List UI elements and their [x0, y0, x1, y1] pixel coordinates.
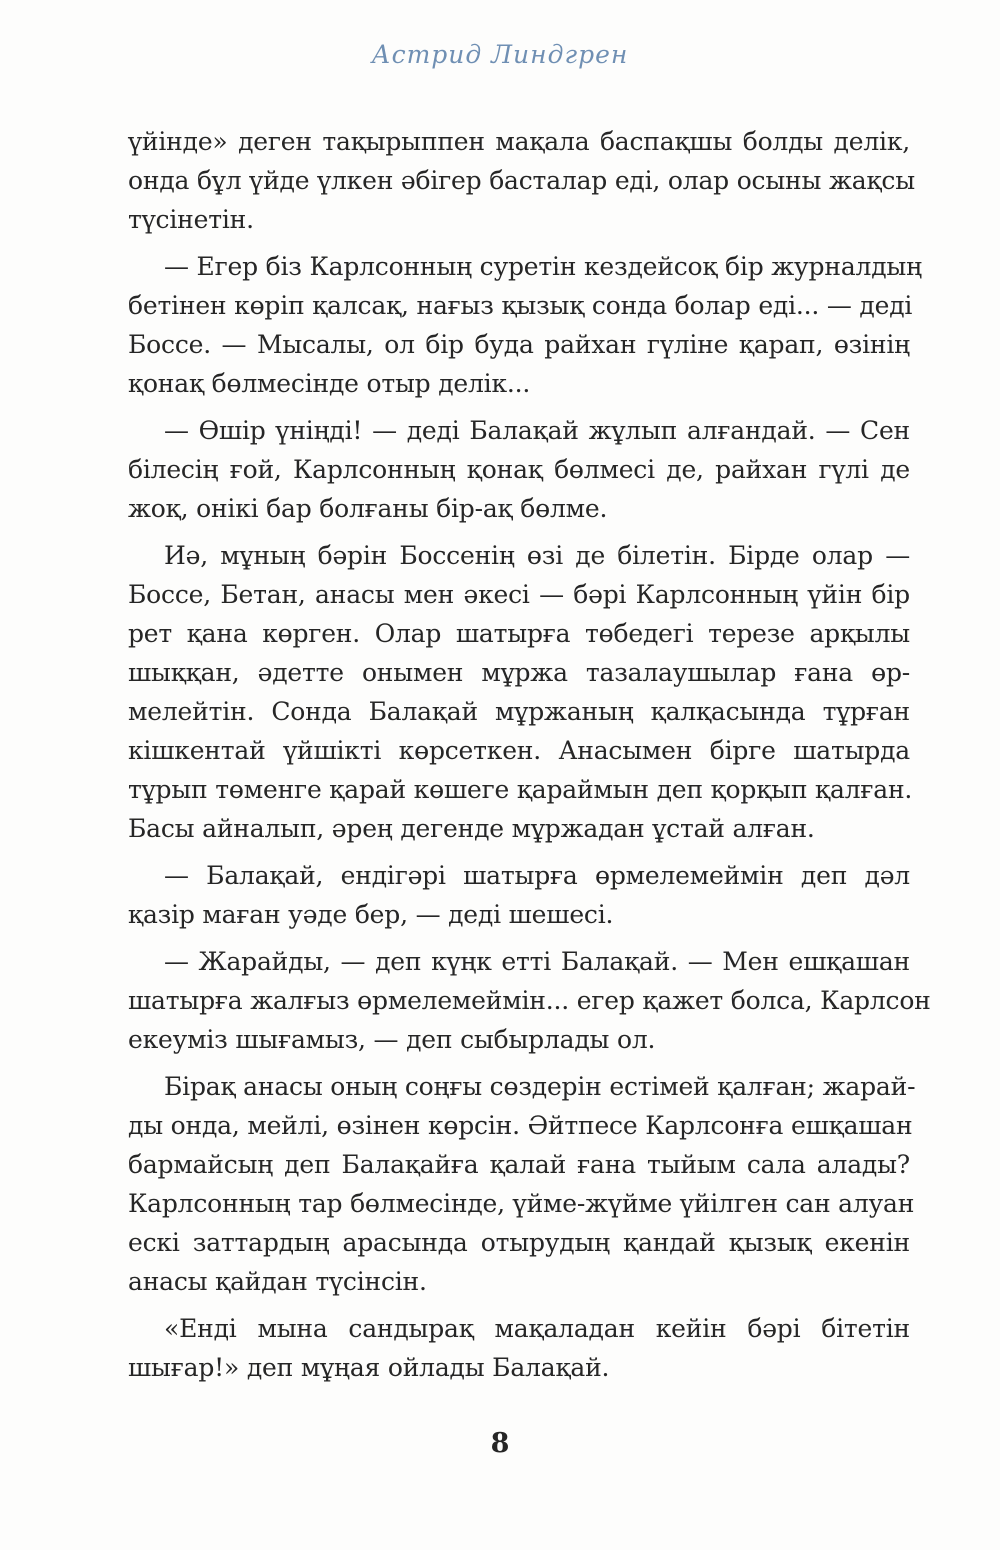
- text-line: онда бұл үйде үлкен әбігер басталар еді, олар осыны жақсы: [128, 166, 915, 195]
- text-line: анасы қайдан түсінсін.: [128, 1267, 427, 1296]
- text-line: шыққан, әдетте онымен мұржа тазалаушылар ғана өр-: [128, 658, 910, 687]
- text-line: бармайсың деп Балақайға қалай ғана тыйым сала алады?: [128, 1150, 910, 1179]
- text-line: шығар!» деп мұңая ойлады Балақай.: [128, 1353, 610, 1382]
- running-header-author: Астрид Линдгрен: [371, 40, 629, 69]
- text-line: қонақ бөлмесінде отыр делік...: [128, 369, 531, 398]
- text-line: қазір маған уәде бер, — деді шешесі.: [128, 900, 614, 929]
- paragraph: [128, 247, 922, 403]
- text-line: — Өшір үніңді! — деді Балақай жұлып алғандай. — Сен: [164, 416, 910, 445]
- text-line: — Егер біз Карлсонның суретін кездейсоқ бір журналдың: [164, 252, 922, 281]
- text-line: «Енді мына сандырақ мақаладан кейін бәрі бітетін: [164, 1314, 910, 1343]
- paragraph: [128, 1067, 916, 1301]
- text-line: ды онда, мейлі, өзінен көрсін. Әйтпесе Карлсонға ешқашан: [128, 1111, 913, 1140]
- text-line: — Балақай, ендігәрі шатырға өрмелемеймін деп дәл: [164, 861, 910, 890]
- text-line: білесің ғой, Карлсонның қонақ бөлмесі де, райхан гүлі де: [128, 455, 910, 484]
- page-number: 8: [490, 1428, 510, 1459]
- text-line: тұрып төменге қарай көшеге қараймын деп қорқып қалған.: [128, 775, 913, 804]
- text-line: — Жарайды, — деп күңк етті Балақай. — Мен ешқашан: [164, 947, 910, 976]
- text-line: Боссе. — Мысалы, ол бір буда райхан гүліне қарап, өзінің: [128, 330, 910, 359]
- body-text: [128, 122, 931, 1395]
- text-line: Боссе, Бетан, анасы мен әкесі — бәрі Карлсонның үйін бір: [128, 580, 910, 609]
- text-line: жоқ, онікі бар болғаны бір-ақ бөлме.: [128, 494, 608, 523]
- text-line: ескі заттардың арасында отырудың қандай қызық екенін: [128, 1228, 910, 1257]
- text-line: екеуміз шығамыз, — деп сыбырлады ол.: [128, 1025, 656, 1054]
- paragraph: [128, 411, 910, 528]
- text-line: мелейтін. Сонда Балақай мұржаның қалқасында тұрған: [128, 697, 910, 726]
- text-line: үйінде» деген тақырыппен мақала баспақшы болды делік,: [128, 127, 910, 156]
- text-line: кішкентай үйшікті көрсеткен. Анасымен бірге шатырда: [128, 736, 910, 765]
- text-line: түсінетін.: [128, 205, 254, 234]
- paragraph: [128, 122, 915, 239]
- text-line: бетінен көріп қалсақ, нағыз қызық сонда болар еді... — деді: [128, 291, 913, 320]
- text-line: рет қана көрген. Олар шатырға төбедегі терезе арқылы: [128, 619, 910, 648]
- paragraph: [128, 536, 913, 848]
- text-line: шатырға жалғыз өрмелемеймін... егер қажет болса, Карлсон: [128, 986, 931, 1015]
- paragraph: [128, 856, 910, 934]
- text-line: Басы айналып, әрең дегенде мұржадан ұстай алған.: [128, 814, 815, 843]
- paragraph: [128, 1309, 910, 1387]
- paragraph: [128, 942, 931, 1059]
- text-line: Карлсонның тар бөлмесінде, үйме-жүйме үйілген сан алуан: [128, 1189, 915, 1218]
- text-line: Бірақ анасы оның соңғы сөздерін естімей қалған; жарай-: [164, 1072, 916, 1101]
- text-line: Иә, мұның бәрін Боссенің өзі де білетін. Бірде олар —: [164, 541, 910, 570]
